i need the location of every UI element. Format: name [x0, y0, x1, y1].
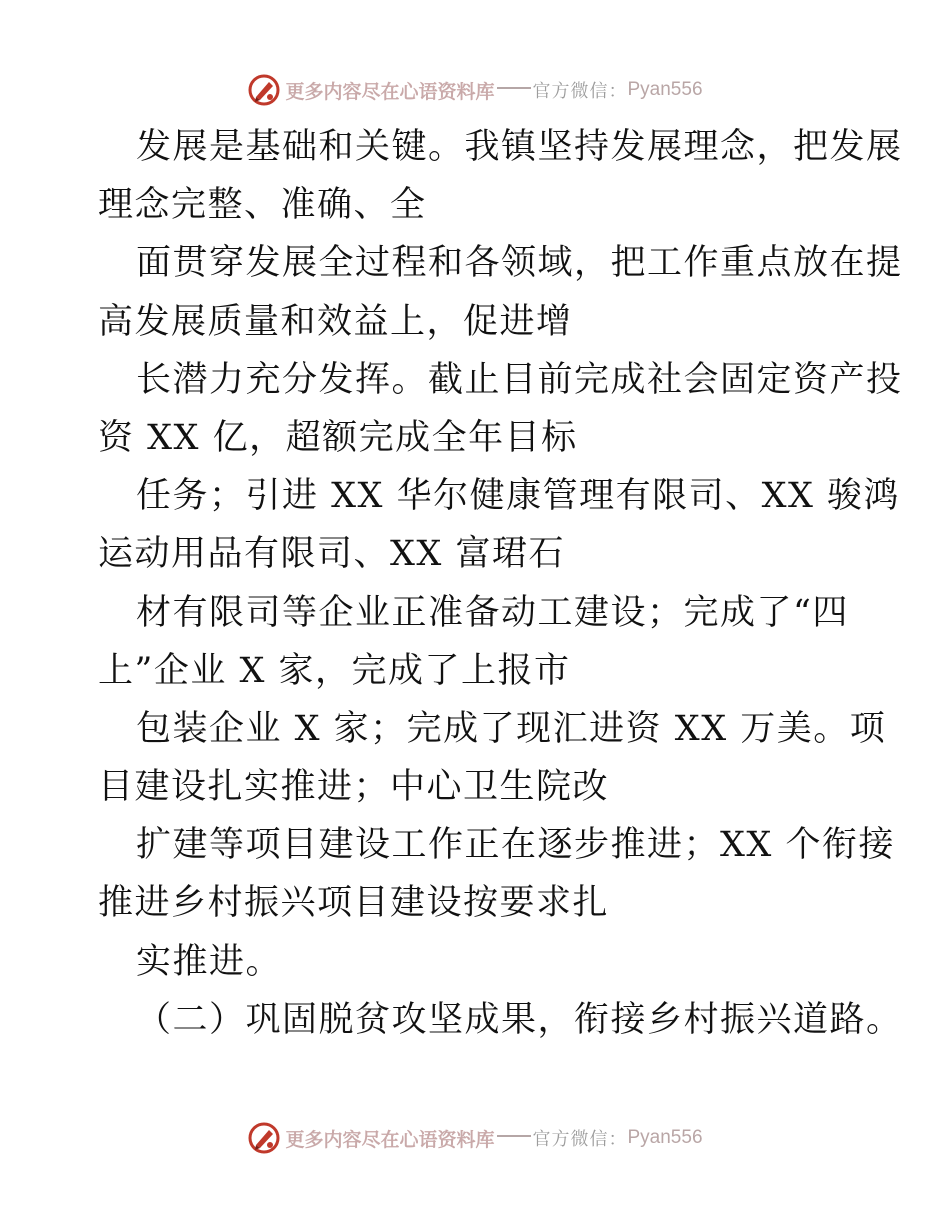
paragraph-line: 发展是基础和关键。我镇坚持发展理念，把发展 [136, 127, 903, 167]
paragraph-line: 材有限司等企业正准备动工建设；完成了“四 [136, 592, 849, 633]
paragraph-line: （二）巩固脱贫攻坚成果，衔接乡村振兴道路。 [136, 999, 903, 1040]
watermark-label: 官方微信： [532, 1129, 628, 1150]
watermark-dash [497, 1135, 531, 1137]
paragraph-line: 面贯穿发展全过程和各领域，把工作重点放在提 [136, 243, 903, 284]
paragraph-line: 运动用品有限司、XX 富珺石 [98, 534, 565, 575]
footer-watermark [0, 1118, 950, 1158]
pen-logo-icon [247, 73, 281, 107]
watermark-label: 官方微信： [532, 81, 628, 102]
paragraph-line: 高发展质量和效益上，促进增 [98, 301, 573, 342]
watermark-account: Pyan556 [627, 79, 703, 100]
paragraph-line: 任务；引进 XX 华尔健康管理有限司、XX 骏鸿 [136, 476, 901, 517]
watermark-brand-text: 更多内容尽在心语资料库 [285, 80, 495, 103]
paragraph-line: 资 XX 亿，超额完成全年目标 [98, 417, 578, 458]
document-body [98, 118, 903, 1049]
paragraph-line: 包装企业 X 家；完成了现汇进资 XX 万美。项 [136, 708, 887, 749]
paragraph-line: 扩建等项目建设工作正在逐步推进；XX 个衔接 [136, 825, 895, 866]
pen-logo-icon [247, 1121, 281, 1155]
watermark-dash [497, 87, 531, 89]
paragraph-line: 推进乡村振兴项目建设按要求扎 [98, 883, 610, 924]
paragraph-line: 理念完整、准确、全 [98, 185, 427, 226]
paragraph-line: 实推进。 [136, 941, 283, 982]
paragraph-line: 上”企业 X 家，完成了上报市 [98, 650, 571, 691]
header-watermark [0, 70, 950, 110]
watermark-brand-text: 更多内容尽在心语资料库 [285, 1128, 495, 1151]
watermark-account: Pyan556 [627, 1127, 703, 1148]
paragraph-line: 长潜力充分发挥。截止目前完成社会固定资产投 [136, 359, 903, 400]
paragraph-line: 目建设扎实推进；中心卫生院改 [98, 767, 610, 808]
